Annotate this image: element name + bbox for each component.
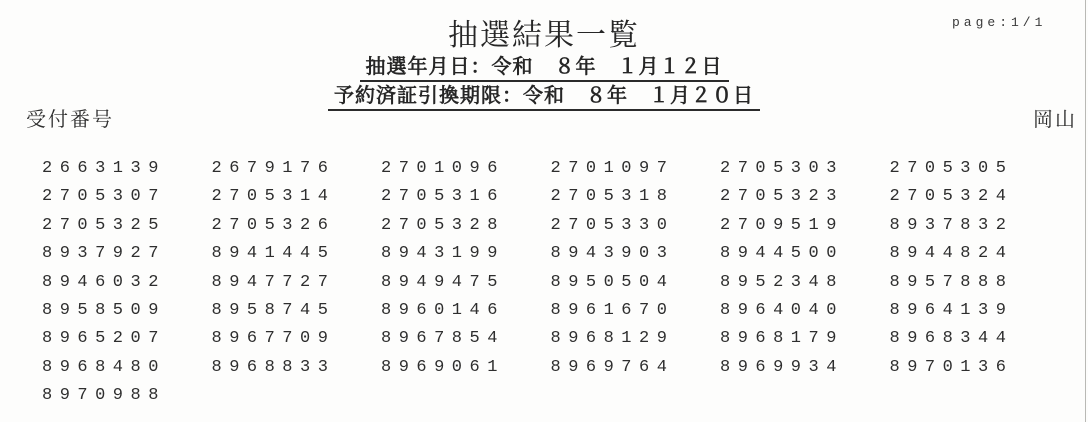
receipt-number: 8965207 [42,329,166,349]
receipt-number: 2705318 [550,187,675,207]
receipt-number: 8961670 [550,301,675,321]
office-label: 岡山 [1033,109,1077,131]
receipt-number: 8944500 [720,244,844,264]
receipt-number: 2705323 [720,187,844,207]
receipt-number: 8964040 [720,301,844,321]
receipt-number: 8947727 [211,272,336,292]
column-label-row [26,103,1077,132]
receipt-number: 8943199 [381,244,505,264]
receipt-number: 2709519 [720,215,844,235]
receipt-number: 2705314 [211,187,336,207]
receipt-number: 8958509 [42,301,166,321]
receipt-number: 2663139 [42,159,166,178]
receipt-number: 2705326 [211,215,336,235]
receipt-number: 8964139 [889,301,1014,321]
receipt-number: 8944824 [889,244,1014,264]
lottery-date-row [0,50,1088,82]
page-title: 抽選結果一覧 [448,19,640,52]
receipt-number: 2705330 [550,215,675,235]
receipt-number: 8957888 [889,272,1014,292]
receipt-number: 2705305 [889,159,1014,178]
receipt-number: 8958745 [211,301,336,321]
receipt-number: 8967709 [211,329,336,349]
receipt-number: 8949475 [381,272,505,292]
page-edge-line [1085,0,1086,422]
receipt-number-grid [42,155,1059,411]
receipt-number: 2705325 [42,215,166,235]
receipt-number: 8969934 [720,357,844,377]
receipt-number: 8952348 [720,272,844,292]
receipt-number: 8941445 [211,244,336,264]
receipt-number: 8950504 [550,272,675,292]
receipt-number: 2705328 [381,215,505,235]
receipt-number: 8960146 [381,301,505,321]
receipt-number: 2701097 [550,159,675,178]
receipt-number: 8970988 [42,386,166,406]
receipt-number: 2705316 [381,187,505,207]
lottery-date-line: 抽選年月日：令和 ８年 １月１２日 [360,50,729,82]
receipt-number: 8968179 [720,329,844,349]
receipt-number: 8970136 [889,357,1014,377]
receipt-number: 8946032 [42,272,166,292]
receipt-number: 2705303 [720,159,844,178]
page-number-label: page:1/1 [952,15,1047,30]
receipt-number: 8943903 [550,244,675,264]
receipt-number: 8967854 [381,329,505,349]
receipt-number: 8937927 [42,244,166,264]
receipt-number-label: 受付番号 [26,109,114,131]
receipt-number: 2705307 [42,187,166,207]
exchange-deadline-line: 予約済証引換期限：令和 ８年 １月２０日 [328,79,760,111]
receipt-number: 8968480 [42,357,166,377]
receipt-number: 2679176 [211,159,336,178]
receipt-number: 2705324 [889,187,1014,207]
receipt-number: 8937832 [889,215,1014,235]
receipt-number: 8968344 [889,329,1014,349]
receipt-number: 2701096 [381,159,505,178]
receipt-number: 8969061 [381,357,505,377]
receipt-number: 8969764 [550,357,675,377]
receipt-number: 8968833 [211,357,336,377]
receipt-number: 8968129 [550,329,675,349]
